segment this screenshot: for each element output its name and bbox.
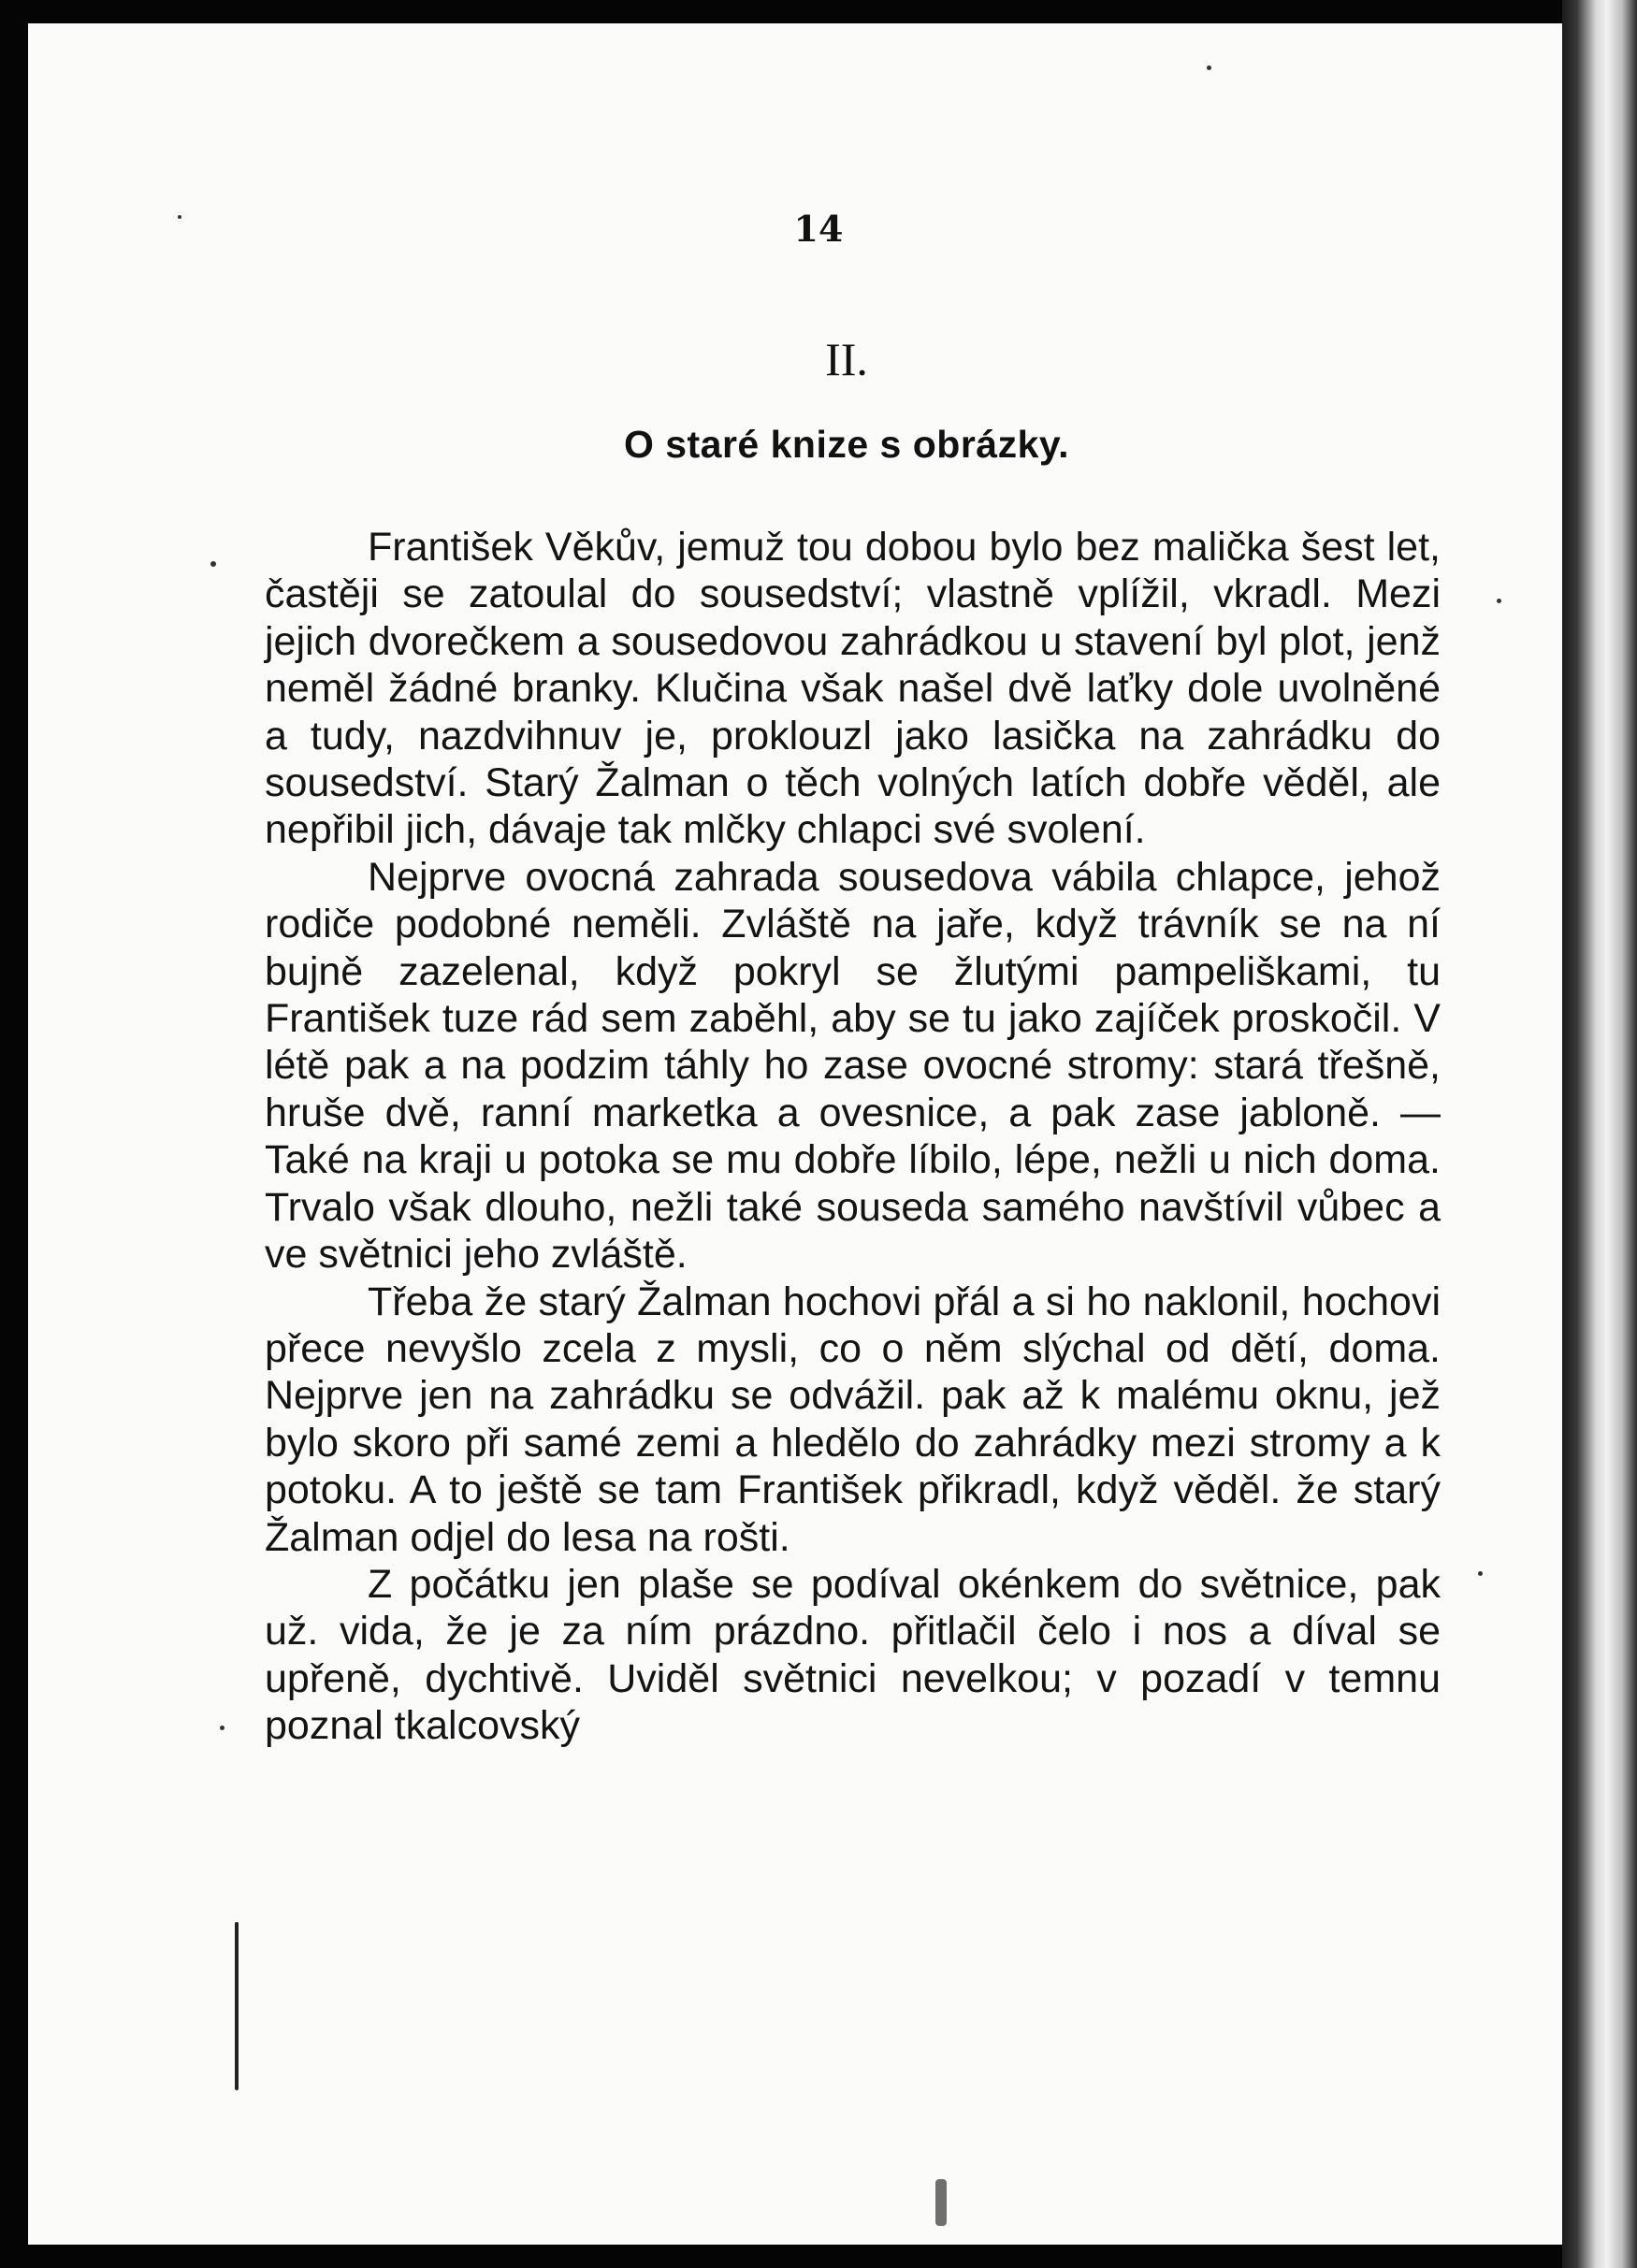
body-text	[265, 524, 1441, 1750]
speck-dot	[1207, 65, 1211, 70]
bottom-ink-mark	[935, 2179, 947, 2226]
chapter-title: O staré knize s obrázky.	[623, 423, 1070, 466]
paragraph-3: Třeba že starý Žalman hochovi přál a si ho naklonil, hochovi přece nevyšlo zcela z mysli, co o něm slýchal od dětí, doma. Nejprve jen na zahrádku se odvážil. pak až k malému oknu, jež bylo skoro při samé zemi a hledělo do zahrádky mezi stromy a k potoku. A to ještě se tam František přikradl, když věděl. že starý Žalman odjel do lesa na rošti.	[265, 1278, 1441, 1560]
page-number: 14	[793, 208, 844, 250]
speck-dot	[220, 1726, 225, 1730]
speck-dot	[1478, 1571, 1483, 1576]
paragraph-1: František Věkův, jemuž tou dobou bylo bez malička šest let, častěji se zatoulal do sousedství; vlastně vplížil, vkradl. Mezi jejich dvorečkem a sousedovou zahrádkou u stavení byl plot, jenž neměl žádné branky. Klučina však našel dvě laťky dole uvolněné a tudy, nazdvihnuv je, proklouzl jako lasička na zahrádku do sousedství. Starý Žalman o těch volných latích dobře věděl, ale nepřibil jich, dávaje tak mlčky chlapci své svolení.	[265, 525, 1441, 853]
paragraph-2: Nejprve ovocná zahrada sousedova vábila chlapce, jehož rodiče podobné neměli. Zvláště na jaře, když trávník se na ní bujně zazelenal, když pokryl se žlutými pampeliškami, tu František tuze rád sem zaběhl, aby se tu jako zajíček proskočil. V létě pak a na podzim táhly ho zase ovocné stromy: stará třešně, hruše dvě, ranní marketka a ovesnice, a pak zase jabloně. — Také na kraji u potoka se mu dobře líbilo, lépe, nežli u nich doma. Trvalo však dlouho, nežli také souseda samého navštívil vůbec a ve světnici jeho zvláště.	[265, 854, 1441, 1278]
margin-pencil-mark	[235, 1922, 239, 2090]
speck-dot	[210, 561, 216, 567]
speck-dot	[178, 215, 181, 219]
paragraph-4: Z počátku jen plaše se podíval okénkem do světnice, pak už. vida, že je za ním prázdno. přitlačil čelo i nos a díval se upřeně, dychtivě. Uviděl světnici nevelkou; v pozadí v temnu poznal tkalcovský	[265, 1561, 1441, 1749]
chapter-numeral: II.	[825, 333, 868, 385]
speck-dot	[1497, 599, 1501, 603]
